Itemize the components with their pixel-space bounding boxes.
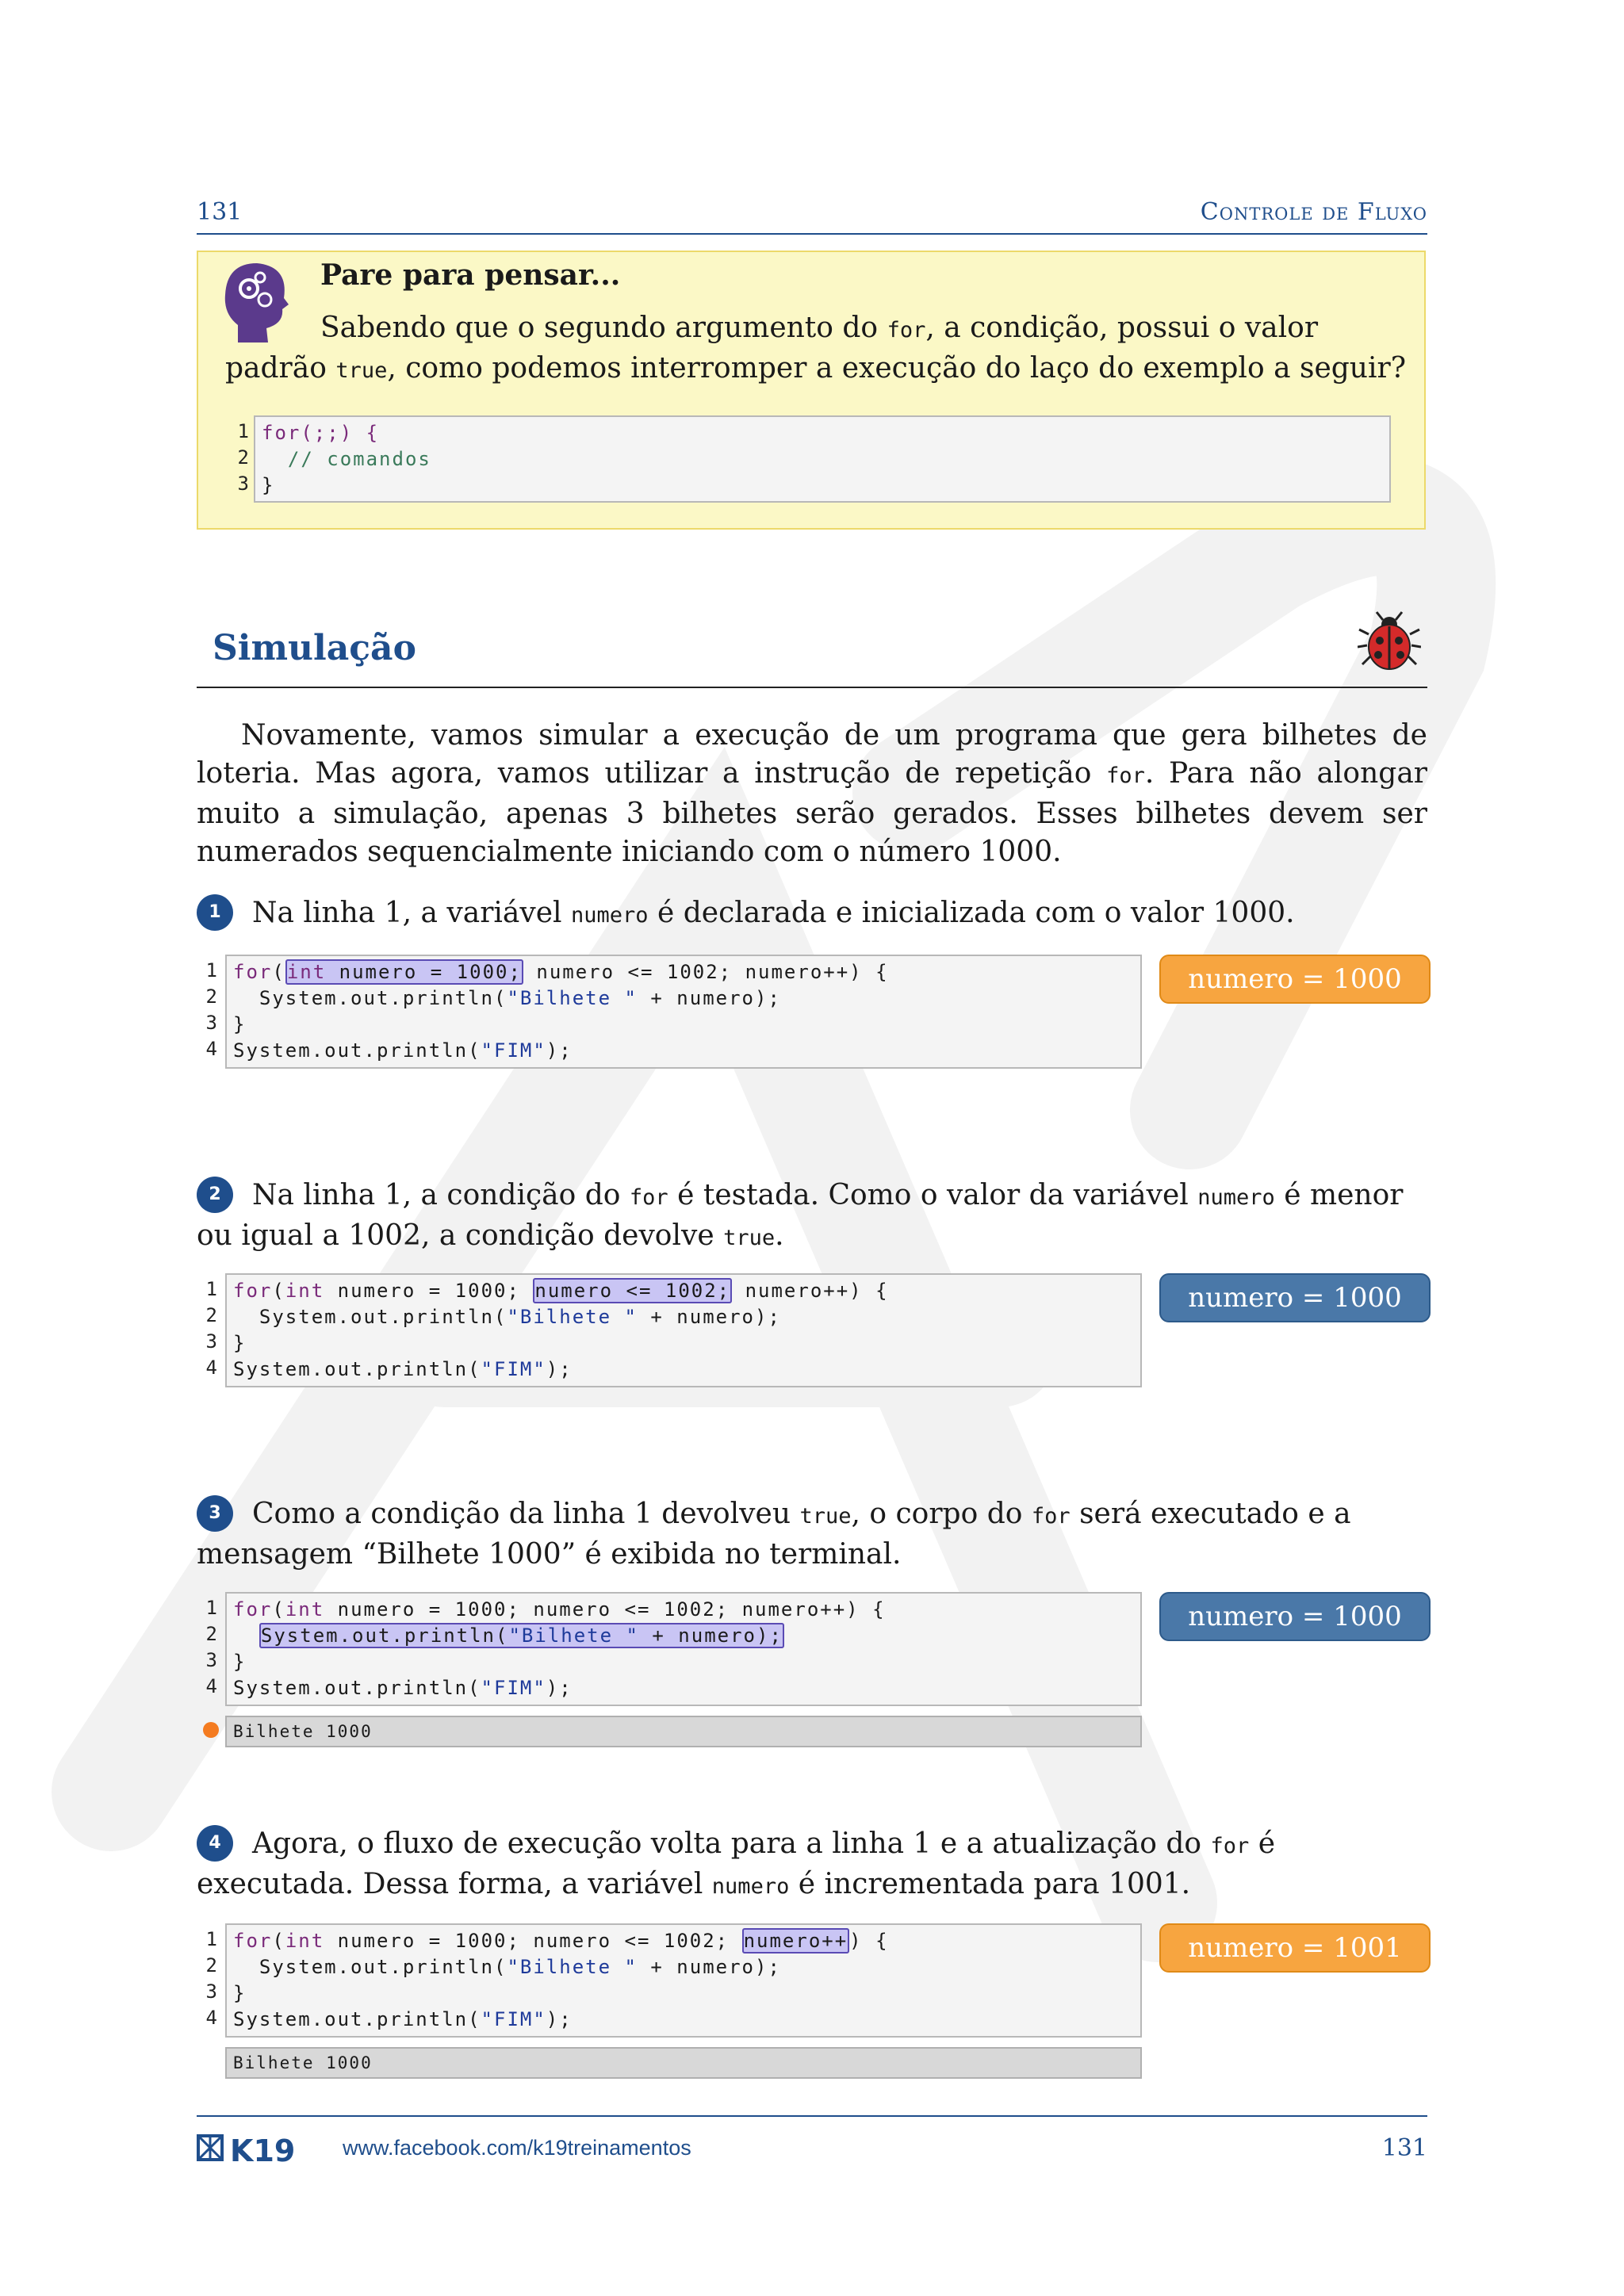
line-number: 1 — [205, 1278, 217, 1300]
think-heading: Pare para pensar... — [320, 258, 621, 292]
code-line: } — [233, 1651, 247, 1673]
think-text-a: Sabendo que o segundo argumento do — [320, 312, 887, 344]
inline-code: true — [799, 1504, 852, 1529]
line-number: 3 — [205, 1649, 217, 1671]
step-text — [197, 1495, 1427, 1574]
variable-state-box: numero = 1000 — [1159, 955, 1431, 1004]
intro-text-b: . Para não alongar muito a simulação, apenas 3 bilhetes serão gerados. Esses bilhetes devem ser numerados sequencialmente iniciando com o número 1000. — [197, 757, 1427, 868]
line-number: 2 — [205, 1954, 217, 1976]
header-chapter-title: Controle de Fluxo — [1200, 198, 1427, 226]
step-text-a: Na linha 1, a variável — [252, 897, 571, 929]
highlight-update: numero++ — [743, 1930, 848, 1952]
code-line: } — [233, 1332, 247, 1354]
step-text — [197, 894, 1427, 935]
line-number: 4 — [205, 1675, 217, 1697]
line-number: 3 — [237, 473, 249, 495]
code-line: } — [233, 1982, 247, 2004]
step-badge: 1 — [197, 894, 233, 931]
inline-code: for — [1210, 1834, 1250, 1858]
k19-logo — [197, 2131, 324, 2166]
svg-text:K19: K19 — [230, 2133, 296, 2166]
code-line: } — [262, 474, 275, 496]
variable-state-box: numero = 1000 — [1159, 1273, 1431, 1322]
line-number: 2 — [237, 446, 249, 469]
step-text — [197, 1825, 1427, 1906]
code-block — [225, 955, 1142, 1069]
step-badge: 2 — [197, 1177, 233, 1213]
think-text-c: , como podemos interromper a execução do laço do exemplo a seguir? — [387, 352, 1407, 385]
step-text-c: é menor ou igual a 1002, a condição devolve — [197, 1179, 1404, 1252]
code-line: System.out.println("Bilhete " + numero); — [259, 1306, 781, 1328]
line-number: 1 — [237, 420, 249, 442]
highlight-init: int numero = 1000; — [286, 961, 522, 983]
line-number: 3 — [205, 1980, 217, 2003]
inline-code-true: true — [335, 358, 388, 383]
inline-code: for — [1031, 1504, 1071, 1529]
step-text-b: é executada. Dessa forma, a variável — [197, 1827, 1276, 1900]
code-block — [225, 1273, 1142, 1387]
code-line: for(int numero = 1000; numero <= 1002; numero++) { — [233, 1280, 889, 1302]
step-text-b: , o corpo do — [851, 1498, 1032, 1530]
footer-link[interactable]: www.facebook.com/k19treinamentos — [343, 2136, 691, 2160]
inline-code-for: for — [1106, 763, 1145, 788]
output-indicator-dot — [203, 1722, 219, 1738]
line-number: 3 — [205, 1330, 217, 1353]
code-line: System.out.println("Bilhete " + numero); — [259, 1956, 781, 1978]
step-badge: 4 — [197, 1825, 233, 1862]
inline-code: numero — [571, 903, 649, 928]
inline-code: for — [629, 1185, 668, 1210]
line-number: 3 — [205, 1012, 217, 1034]
terminal-output: Bilhete 1000 — [225, 1716, 1142, 1747]
line-number: 4 — [205, 1038, 217, 1060]
variable-state-box: numero = 1000 — [1159, 1592, 1431, 1641]
code-line: for(int numero = 1000; numero <= 1002; numero++) { — [233, 961, 889, 983]
line-number: 4 — [205, 2007, 217, 2029]
code-line: System.out.println("FIM"); — [233, 1358, 573, 1380]
variable-state-box: numero = 1001 — [1159, 1923, 1431, 1973]
section-divider — [197, 687, 1427, 688]
line-number: 2 — [205, 1304, 217, 1326]
line-number: 1 — [205, 959, 217, 982]
step-text-b: é testada. Como o valor da variável — [668, 1179, 1198, 1211]
inline-code: numero — [1197, 1185, 1275, 1210]
code-line: } — [233, 1013, 247, 1035]
section-title: Simulação — [213, 628, 416, 668]
line-number: 2 — [205, 1623, 217, 1645]
code-block — [225, 1923, 1142, 2038]
step-text-c: é incrementada para 1001. — [789, 1868, 1191, 1900]
think-text-b: , a condição, possui o valor padrão — [225, 312, 1319, 385]
inline-code: true — [723, 1226, 776, 1250]
code-line: System.out.println("FIM"); — [233, 1039, 573, 1062]
code-block — [225, 1592, 1142, 1706]
code-line: System.out.println("FIM"); — [233, 1677, 573, 1699]
code-line: System.out.println("FIM"); — [233, 2008, 573, 2030]
step-text-d: . — [775, 1219, 784, 1252]
code-line — [233, 1623, 784, 1649]
step-text — [197, 1177, 1427, 1257]
inline-code-for: for — [887, 318, 926, 342]
code-line: for(;;) { — [262, 422, 380, 444]
footer-page-number: 131 — [1381, 2134, 1427, 2162]
footer-divider — [197, 2115, 1427, 2117]
code-line: System.out.println("Bilhete " + numero); — [259, 987, 781, 1009]
code-line: for(int numero = 1000; numero <= 1002; numero++) { — [233, 1598, 886, 1621]
step-text-c: será executado e a mensagem “Bilhete 1000” é exibida no terminal. — [197, 1498, 1351, 1571]
line-number: 1 — [205, 1597, 217, 1619]
terminal-output: Bilhete 1000 — [225, 2047, 1142, 2079]
highlight-condition: numero <= 1002; — [534, 1280, 731, 1302]
intro-paragraph — [197, 717, 1427, 871]
step-text-a: Como a condição da linha 1 devolveu — [252, 1498, 800, 1530]
step-text-a: Agora, o fluxo de execução volta para a linha 1 e a atualização do — [252, 1827, 1211, 1860]
line-number: 4 — [205, 1357, 217, 1379]
ladybug-icon — [1358, 610, 1421, 674]
line-number: 1 — [205, 1928, 217, 1950]
step-text-b: é declarada e inicializada com o valor 1000. — [648, 897, 1295, 929]
header-divider — [197, 233, 1427, 235]
code-line: // comandos — [262, 448, 431, 470]
think-code-block — [254, 415, 1391, 503]
code-line: for(int numero = 1000; numero <= 1002; numero++) { — [233, 1930, 889, 1952]
line-number: 2 — [205, 985, 217, 1008]
highlight-body: System.out.println("Bilhete " + numero); — [260, 1624, 783, 1647]
step-badge: 3 — [197, 1495, 233, 1532]
intro-text-a: Novamente, vamos simular a execução de um programa que gera bilhetes de loteria. Mas agora, vamos utilizar a instrução de repetição — [197, 719, 1427, 790]
inline-code: numero — [711, 1874, 790, 1899]
think-paragraph — [225, 309, 1415, 390]
header-page-number: 131 — [197, 198, 243, 226]
step-text-a: Na linha 1, a condição do — [252, 1179, 630, 1211]
